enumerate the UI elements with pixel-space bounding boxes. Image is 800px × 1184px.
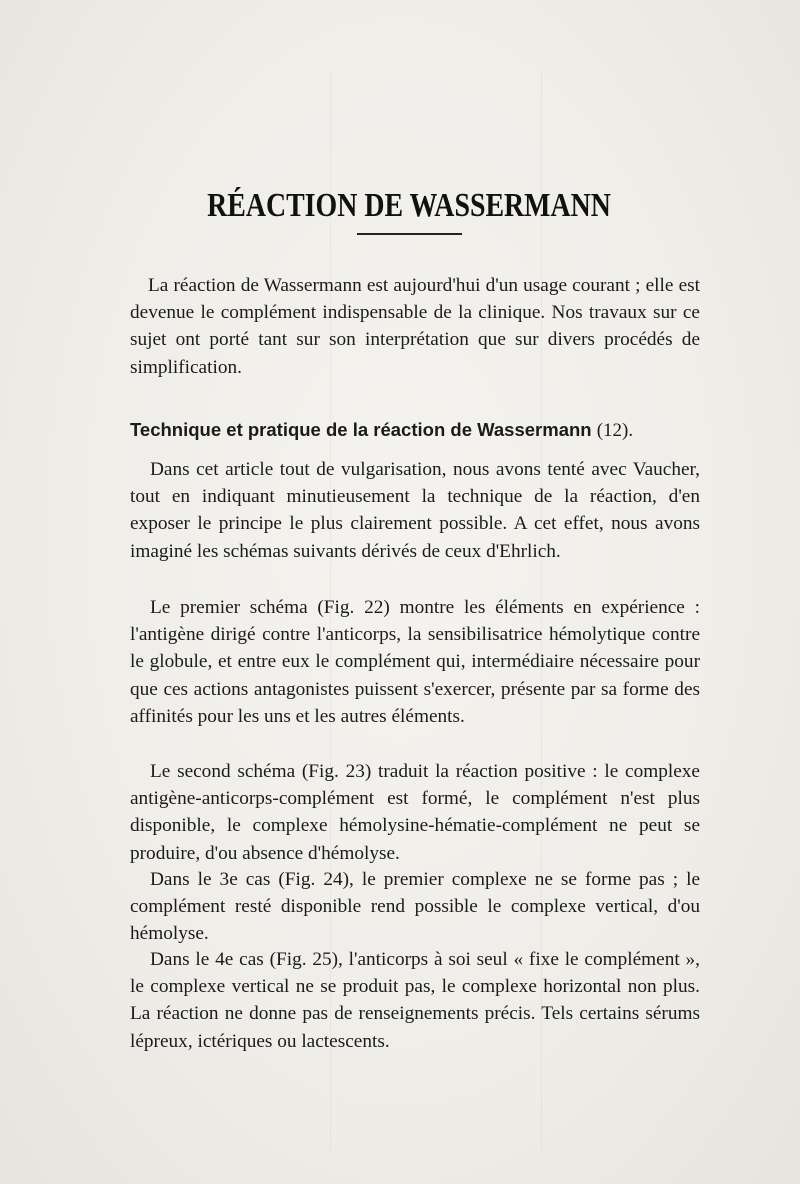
section-heading-text: Technique et pratique de la réaction de Wassermann (130, 419, 592, 440)
paragraph-4: Dans le 3e cas (Fig. 24), le premier complexe ne se forme pas ; le complément resté disponible rend possible le complexe vertical, d'ou hémolyse. (130, 869, 700, 945)
intro-paragraph: La réaction de Wassermann est aujourd'hui d'un usage courant ; elle est devenue le complément indispensable de la clinique. Nos travaux sur ce sujet ont porté tant sur son interprétation que sur divers procédés de simplification. (130, 275, 700, 378)
paragraph-5: Dans le 4e cas (Fig. 25), l'anticorps à soi seul « fixe le complément », le complexe vertical ne se produit pas, le complexe horizontal non plus. La réaction ne donne pas de renseignements précis. Tels certains sérums lépreux, ictériques ou lactescents. (130, 949, 700, 1052)
section-reference: (12). (596, 420, 634, 441)
page-title: RÉACTION DE WASSERMANN (207, 186, 611, 224)
paragraph-3: Le second schéma (Fig. 23) traduit la réaction positive : le complexe antigène-anticorps-complément est formé, le complément n'est plus disponible, le complexe hémolysine-hématie-complément ne peut se produire, d'ou absence d'hémolyse. (130, 761, 700, 864)
paragraph-1: Dans cet article tout de vulgarisation, nous avons tenté avec Vaucher, tout en indiquant minutieusement la technique de la réaction, d'en exposer le principe le plus clairement possible. A cet effet, nous avons imaginé les schémas suivants dérivés de ceux d'Ehrlich. (130, 459, 700, 562)
paragraph-2: Le premier schéma (Fig. 22) montre les éléments en expérience : l'antigène dirigé contre l'anticorps, la sensibilisatrice hémolytique contre le globule, et entre eux le complément qui, intermédiaire nécessaire pour que ces actions antagonistes puissent s'exercer, présente par sa forme des affinités pour les uns et les autres éléments. (130, 597, 700, 727)
section-heading (130, 416, 720, 445)
title-underline (357, 233, 462, 235)
